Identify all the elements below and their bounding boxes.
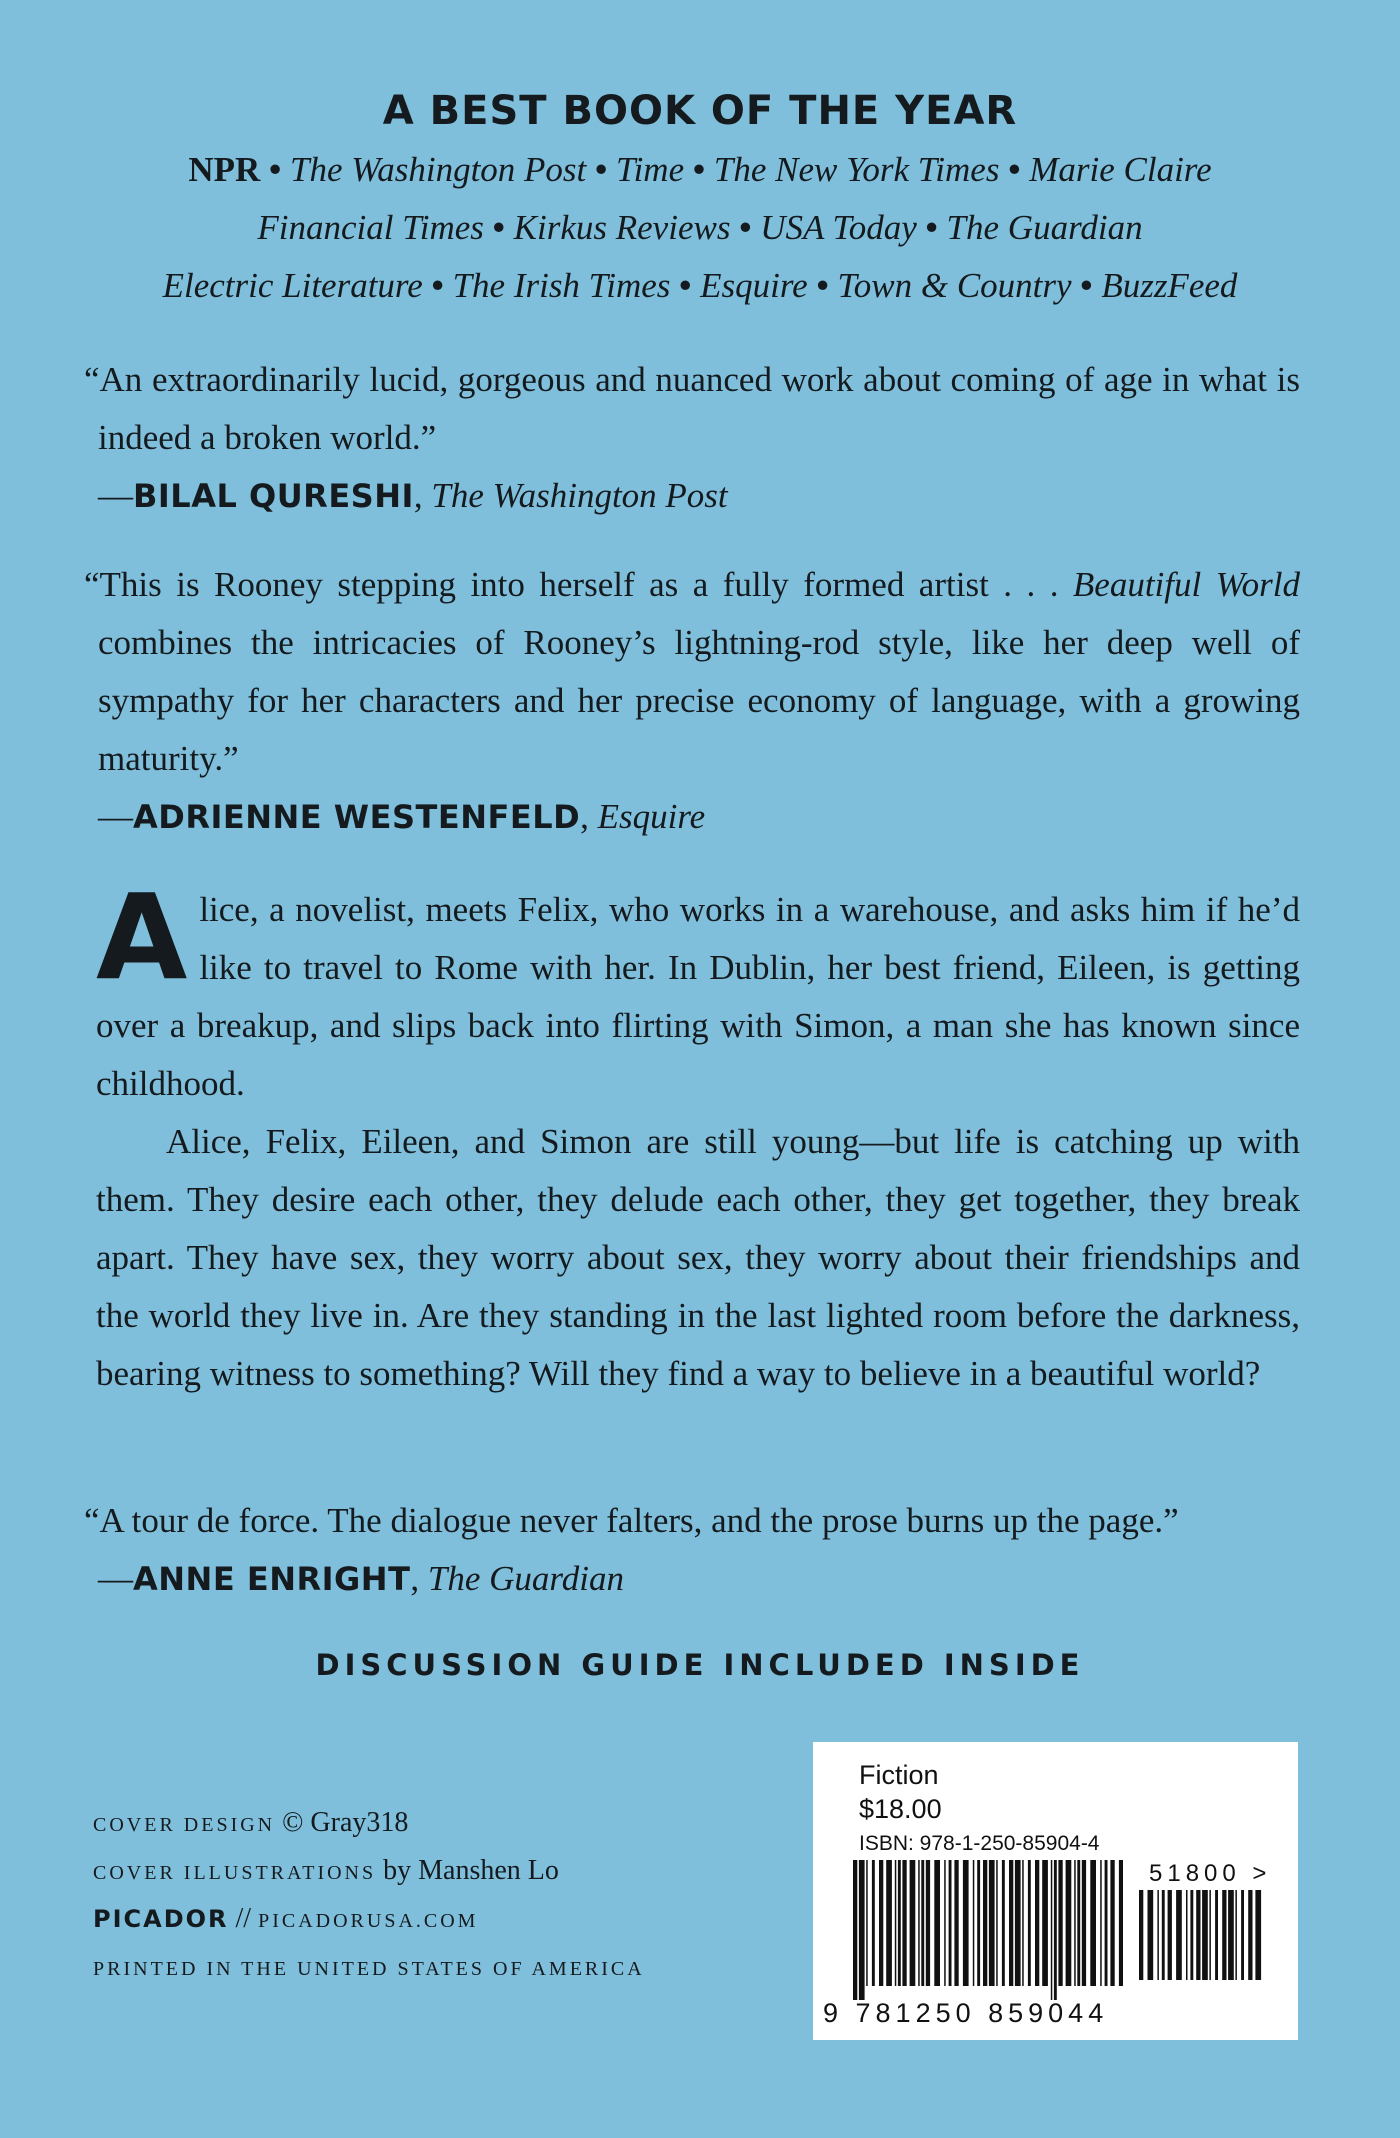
barcode-bar — [859, 1860, 865, 2000]
bullet-separator: • — [1071, 266, 1102, 305]
publisher-website: PICADORUSA.COM — [258, 1910, 479, 1932]
barcode-bar — [1028, 1860, 1031, 1986]
barcode-bar — [963, 1860, 969, 1986]
award-heading: A BEST BOOK OF THE YEAR — [382, 88, 1018, 134]
barcode-bar — [1202, 1890, 1208, 1980]
quote-source: Esquire — [597, 797, 706, 836]
barcode-bar — [921, 1860, 924, 1986]
publication-name: Marie Claire — [1029, 150, 1212, 189]
barcode-bar — [1255, 1890, 1261, 1980]
publisher-imprint: PICADOR — [93, 1905, 229, 1933]
publication-name: The Irish Times — [452, 266, 671, 305]
attribution-comma: , — [580, 797, 598, 836]
barcode-category: Fiction — [859, 1760, 939, 1790]
barcode-bar — [1100, 1860, 1102, 1986]
quote-author: ADRIENNE WESTENFELD — [133, 798, 581, 836]
bullet-separator: • — [422, 266, 453, 305]
barcode-bar — [983, 1860, 987, 1986]
bullet-separator: • — [586, 150, 617, 189]
credit-value: © Gray318 — [275, 1807, 409, 1838]
barcode-bar — [1035, 1860, 1039, 1986]
quote-attribution — [84, 788, 1300, 846]
barcode-bar — [1162, 1890, 1165, 1980]
publication-name: Financial Times — [257, 208, 484, 247]
attribution-comma: , — [413, 476, 432, 515]
synopsis-paragraph-1 — [96, 868, 1300, 1113]
barcode-bar — [1077, 1860, 1080, 1986]
barcode-bar — [989, 1860, 995, 1986]
review-quote-3 — [84, 1492, 1300, 1608]
barcode-bar — [1190, 1890, 1193, 1980]
barcode-bar — [1110, 1860, 1114, 1986]
book-title: Beautiful World — [1072, 565, 1300, 604]
synopsis-text: lice, a novelist, meets Felix, who works in a warehouse, and asks him if he’d like to travel to Rome with her. In Dublin, her best friend, Eileen, is getting over a breakup, and slips back into flirting with Simon, a man she has known since childhood. — [96, 890, 1300, 1103]
imprint-separator: // — [228, 1903, 259, 1934]
barcode-price: $18.00 — [859, 1794, 942, 1824]
publication-name: BuzzFeed — [1101, 266, 1238, 305]
barcode-isbn: ISBN: 978-1-250-85904-4 — [859, 1832, 1100, 1855]
synopsis-paragraph-2: Alice, Felix, Eileen, and Simon are still young—but life is catching up with them. They desire each other, they delude each other, they get together, they break apart. They have sex, they worry about sex, they worry about their friendships and the world they live in. Are they standing in the last lighted room before the darkness, bearing witness to something? Will they find a way to believe in a beautiful world? — [96, 1122, 1300, 1393]
quote-author: BILAL QURESHI — [133, 477, 414, 515]
publications-line-3 — [0, 266, 1400, 306]
price-addon-barcode-bars — [1139, 1890, 1264, 1994]
drop-cap: A — [96, 868, 188, 1006]
publication-name: Kirkus Reviews — [513, 208, 731, 247]
bullet-separator: • — [730, 208, 761, 247]
barcode-bar — [866, 1860, 868, 1986]
quote-attribution — [84, 467, 1300, 525]
barcode-bar — [1051, 1860, 1053, 2000]
book-synopsis — [96, 868, 1300, 1403]
barcode-bar — [1139, 1890, 1143, 1980]
barcode-bar — [973, 1860, 975, 1986]
barcode-bar — [918, 1860, 920, 1986]
quote-text-part: combines the intricacies of Rooney’s lightning-rod style, like her deep well of sympathy for her characters and her precise economy of language, with a growing maturity.” — [98, 623, 1300, 778]
barcode-bar — [1186, 1890, 1188, 1980]
barcode-bar — [1015, 1860, 1021, 1986]
barcode-bar — [1241, 1890, 1244, 1980]
barcode-bar — [1157, 1890, 1159, 1980]
cover-credits — [93, 1800, 793, 1992]
quote-text: “An extraordinarily lucid, gorgeous and nuanced work about coming of age in what is indeed a broken world.” — [84, 360, 1300, 457]
barcode-bar — [1090, 1860, 1096, 1986]
bullet-separator: • — [999, 150, 1030, 189]
barcode-bar — [1002, 1860, 1005, 1986]
barcode-bar — [898, 1860, 901, 1986]
barcode-bar — [1074, 1860, 1076, 1986]
quote-author: ANNE ENRIGHT — [133, 1560, 411, 1598]
publications-line-2 — [0, 208, 1400, 248]
barcode-bar — [1022, 1860, 1024, 1986]
publication-name: The Washington Post — [290, 150, 587, 189]
quote-source: The Washington Post — [431, 476, 728, 515]
barcode-label — [813, 1742, 1298, 2040]
barcode-bar — [853, 1860, 857, 2000]
barcode-bar — [1209, 1890, 1211, 1980]
publication-name: USA Today — [760, 208, 917, 247]
barcode-bar — [1215, 1890, 1218, 1980]
barcode-bar — [910, 1860, 916, 1986]
discussion-guide-note: DISCUSSION GUIDE INCLUDED INSIDE — [315, 1648, 1085, 1682]
barcode-bar — [944, 1860, 946, 1986]
credit-value: by Manshen Lo — [376, 1855, 559, 1886]
publications-line-1 — [0, 150, 1400, 190]
barcode-bar — [1054, 1860, 1057, 2000]
barcode-bar — [879, 1860, 883, 1986]
attribution-dash: — — [98, 1559, 133, 1598]
credit-label: COVER DESIGN — [93, 1814, 276, 1836]
barcode-bar — [996, 1860, 998, 1986]
quote-text: “A tour de force. The dialogue never falters, and the prose burns up the page.” — [84, 1501, 1179, 1540]
barcode-bar — [1119, 1860, 1123, 1986]
barcode-bar — [1228, 1890, 1234, 1980]
publication-name: NPR — [188, 150, 261, 189]
printed-in: PRINTED IN THE UNITED STATES OF AMERICA — [93, 1958, 645, 1980]
barcode-bar — [1066, 1860, 1072, 1986]
barcode-bar — [902, 1860, 906, 1986]
barcode-bar — [1196, 1890, 1200, 1980]
bullet-separator: • — [807, 266, 838, 305]
review-quote-1 — [84, 351, 1300, 525]
publication-name: Time — [616, 150, 685, 189]
barcode-bar — [1009, 1860, 1013, 1986]
bullet-separator: • — [670, 266, 701, 305]
printed-in-line — [93, 1944, 793, 1992]
quote-source: The Guardian — [427, 1559, 624, 1598]
publication-name: The New York Times — [713, 150, 1000, 189]
barcode-bar — [1148, 1890, 1154, 1980]
quote-text — [84, 556, 1300, 788]
quote-attribution — [84, 1550, 1300, 1608]
barcode-bar — [895, 1860, 897, 1986]
publication-name: The Guardian — [946, 208, 1143, 247]
ean-barcode-bars — [853, 1860, 1123, 2000]
barcode-bar — [1105, 1860, 1108, 1986]
barcode-bar — [977, 1860, 980, 1986]
barcode-bar — [886, 1860, 892, 1986]
barcode-bar — [934, 1860, 940, 1986]
cover-illustrations-credit — [93, 1848, 793, 1896]
bullet-separator: • — [483, 208, 514, 247]
barcode-bar — [1058, 1860, 1062, 1986]
barcode-bar — [949, 1860, 952, 1986]
attribution-dash: — — [98, 797, 133, 836]
barcode-bar — [954, 1860, 958, 1986]
publication-name: Town & Country — [837, 266, 1072, 305]
barcode-human-readable: 9 781250 859044 — [823, 1998, 1109, 2028]
barcode-bar — [872, 1860, 875, 1986]
attribution-comma: , — [410, 1559, 428, 1598]
bullet-separator: • — [916, 208, 947, 247]
review-quote-2 — [84, 556, 1300, 846]
barcode-bar — [1168, 1890, 1172, 1980]
bullet-separator: • — [684, 150, 714, 189]
attribution-dash: — — [98, 476, 133, 515]
barcode-bar — [1176, 1890, 1182, 1980]
barcode-bar — [1235, 1890, 1237, 1980]
publication-name: Electric Literature — [162, 266, 423, 305]
barcode-bar — [926, 1860, 930, 1986]
cover-design-credit — [93, 1800, 793, 1848]
publication-name: Esquire — [700, 266, 808, 305]
barcode-addon-number: 51800 > — [1149, 1860, 1272, 1887]
credit-label: COVER ILLUSTRATIONS — [93, 1862, 377, 1884]
barcode-bar — [1248, 1890, 1252, 1980]
barcode-bar — [1222, 1890, 1226, 1980]
barcode-bar — [1082, 1860, 1086, 1986]
quote-text-part: “This is Rooney stepping into herself as a fully formed artist . . . — [84, 565, 1073, 604]
barcode-bar — [1042, 1860, 1048, 1986]
bullet-separator: • — [260, 150, 291, 189]
publisher-line — [93, 1896, 793, 1944]
